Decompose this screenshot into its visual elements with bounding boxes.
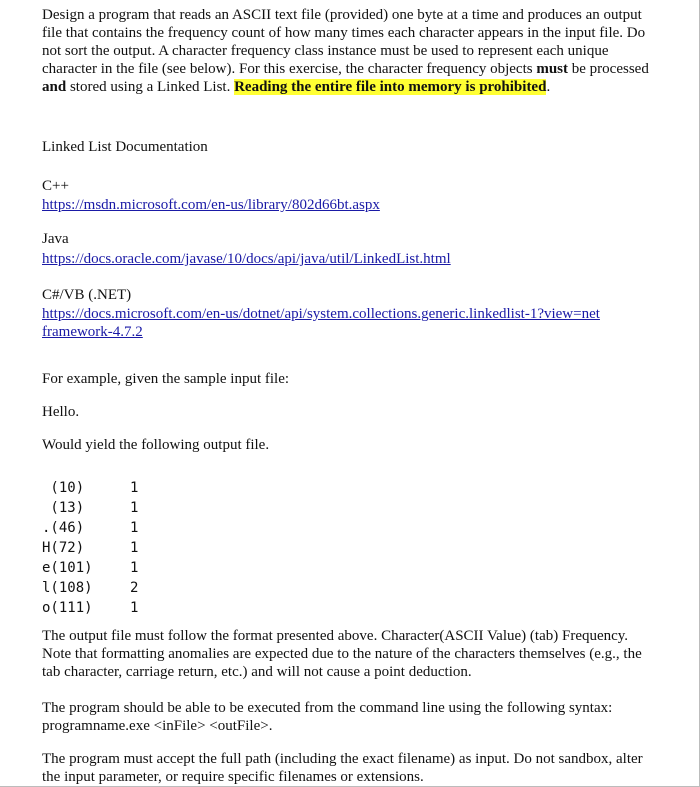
highlighted-warning: Reading the entire file into memory is prohibited — [234, 79, 547, 95]
intro-text-3: stored using a Linked List. — [66, 79, 235, 95]
doc-link-java[interactable]: https://docs.oracle.com/javase/10/docs/api/java/util/LinkedList.html — [42, 251, 451, 267]
output-char: o(111) — [42, 600, 93, 616]
output-row — [42, 478, 138, 498]
path-note: The program must accept the full path (including the exact filename) as input. Do not sandbox, alter the input parameter, or require specific filenames or extensions. — [42, 751, 643, 785]
doc-lang-java: Java — [42, 231, 69, 247]
output-row — [42, 558, 138, 578]
output-freq: 1 — [130, 480, 139, 496]
intro-paragraph — [42, 6, 652, 96]
intro-text: Design a program that reads an ASCII text file (provided) one byte at a time and produces an output file that contains the frequency count of how many times each character appears in the input file. Do not sort the output. A character frequency class instance must be used to represent each unique character in the file (see below). For this exercise, the character frequency objects — [42, 7, 646, 77]
doc-link-cpp[interactable]: https://msdn.microsoft.com/en-us/library/802d66bt.aspx — [42, 197, 380, 213]
doc-lang-dotnet: C#/VB (.NET) — [42, 287, 132, 303]
emphasis-and: and — [42, 79, 67, 95]
output-intro: Would yield the following output file. — [42, 437, 270, 453]
intro-period: . — [546, 79, 551, 95]
output-char: l(108) — [42, 580, 93, 596]
doc-link-dotnet-wrap — [42, 305, 602, 341]
doc-link-dotnet[interactable]: https://docs.microsoft.com/en-us/dotnet/api/system.collections.generic.linkedlist-1?view=netframework-4.7.2 — [42, 306, 600, 340]
linked-list-heading: Linked List Documentation — [42, 139, 208, 155]
output-row — [42, 598, 138, 618]
emphasis-must: must — [536, 61, 569, 77]
format-note: The output file must follow the format presented above. Character(ASCII Value) (tab) Frequency. Note that formatting anomalies are expected due to the nature of the characters themselves (e.g., the tab character, carriage return, etc.) and will not cause a point deduction. — [42, 628, 642, 680]
output-freq: 1 — [130, 560, 139, 576]
output-freq: 1 — [130, 540, 139, 556]
output-char: (10) — [42, 480, 85, 496]
output-row — [42, 518, 138, 538]
sample-output-block — [42, 478, 138, 618]
output-freq: 2 — [130, 580, 139, 596]
example-intro: For example, given the sample input file: — [42, 371, 290, 387]
intro-text-2: be processed — [568, 61, 649, 77]
output-char: (13) — [42, 500, 85, 516]
doc-link-java-wrap — [42, 250, 652, 268]
output-freq: 1 — [130, 520, 139, 536]
output-row — [42, 538, 138, 558]
cmdline-note: The program should be able to be executed from the command line using the following syntax: programname.exe <inFile> <outFile>. — [42, 700, 613, 734]
output-freq: 1 — [130, 500, 139, 516]
sample-input: Hello. — [42, 404, 80, 420]
output-row — [42, 578, 138, 598]
doc-lang-cpp: C++ — [42, 178, 69, 194]
output-char: e(101) — [42, 560, 93, 576]
doc-link-cpp-wrap — [42, 196, 652, 214]
output-freq: 1 — [130, 600, 139, 616]
output-char: .(46) — [42, 520, 85, 536]
output-char: H(72) — [42, 540, 85, 556]
output-row — [42, 498, 138, 518]
